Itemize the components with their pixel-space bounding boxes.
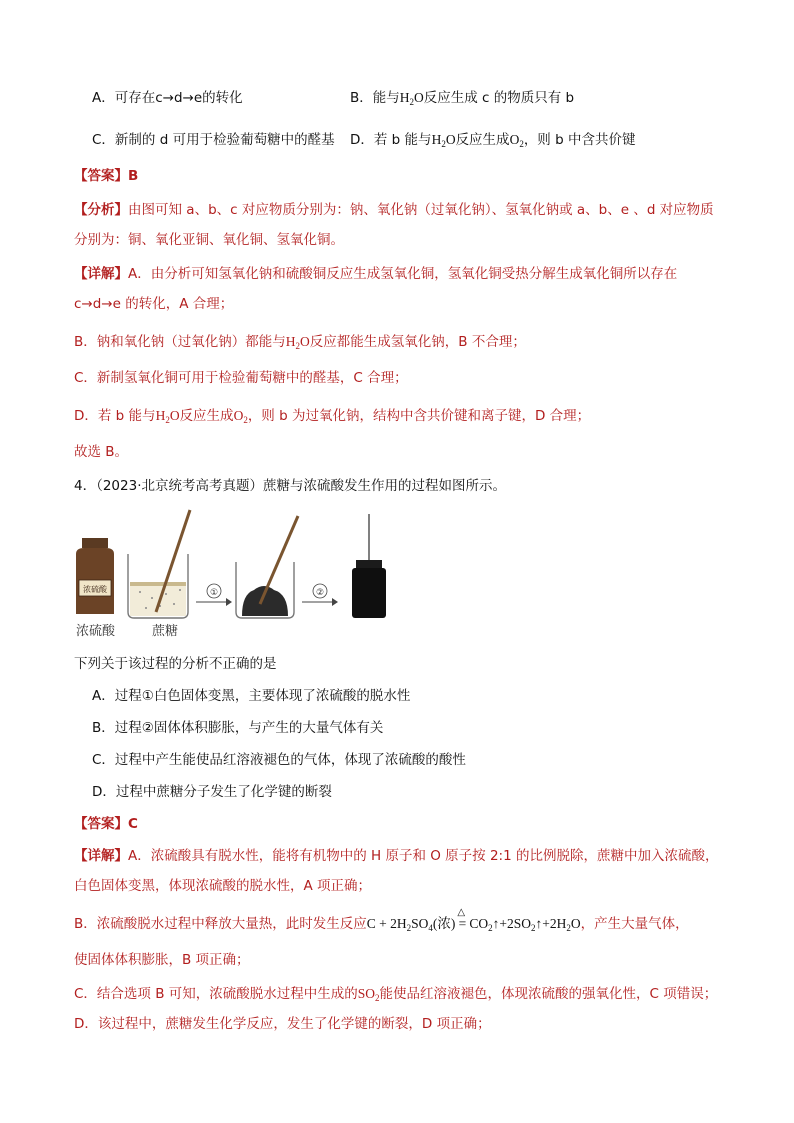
q4-option-a: A．过程①白色固体变黑，主要体现了浓硫酸的脱水性	[92, 688, 411, 704]
q3-detail-d: D．若 b 能与$H_2O$反应生成$O_2$，则 b 为过氧化钠，结构中含共价键和离子键，D 合理；	[74, 408, 591, 425]
h2o-formula: $H_2O$	[155, 408, 180, 425]
q4-detail-d: D．该过程中，蔗糖发生化学反应，发生了化学键的断裂，D 项正确；	[74, 1016, 491, 1032]
q4-detail-b-line1: B．浓硫酸脱水过程中释放大量热，此时发生反应$C + 2H_2SO_4$(浓) = △ $CO_2↑+2SO_2↑+2H_2O$，产生大量气体，	[74, 914, 689, 938]
h2o-formula: $H_2O$	[399, 90, 424, 107]
q4-option-c: C．过程中产生能使品红溶液褪色的气体，体现了浓硫酸的酸性	[92, 752, 466, 768]
q3-analysis-line2: 分别为：铜、氧化亚铜、氧化铜、氢氧化铜。	[74, 232, 344, 248]
q3-option-a: A．可存在c→d→e的转化	[92, 90, 243, 106]
step1-label: ①	[209, 588, 219, 598]
h2o-formula: $H_2O$	[285, 334, 310, 351]
so2-formula: $SO_2$	[357, 986, 380, 1003]
figure-label-sugar: 蔗糖	[152, 623, 179, 638]
q4-detail-b-line2: 使固体体积膨胀，B 项正确；	[74, 952, 250, 968]
q4-detail-c: C．结合选项 B 可知，浓硫酸脱水过程中生成的$SO_2$能使品红溶液褪色，体现浓硫酸的强氧化性，C 项错误；	[74, 986, 718, 1003]
q3-detail-b: B．钠和氧化钠（过氧化钠）都能与$H_2O$反应都能生成氢氧化钠，B 不合理；	[74, 334, 526, 351]
beaker-with-sugar-icon	[128, 510, 190, 618]
expanded-carbon-column-icon	[352, 514, 386, 618]
q3-analysis-line1: 【分析】由图可知 a、b、c 对应物质分别为：钠、氧化钠（过氧化钠）、氢氧化钠或 a、b、e 、d 对应物质	[74, 202, 714, 218]
q3-conclusion: 故选 B。	[74, 444, 129, 460]
q4-answer: 【答案】C	[74, 816, 138, 832]
q4-detail-a-line2: 白色固体变黑，体现浓硫酸的脱水性，A 项正确；	[74, 878, 372, 894]
reaction-equation: $C + 2H_2SO_4$(浓) = △ $CO_2↑+2SO_2↑+2H_2O$	[367, 916, 581, 931]
o2-formula: $O_2$	[509, 132, 524, 149]
q4-stem: 4．（2023·北京统考高考真题）蔗糖与浓硫酸发生作用的过程如图所示。	[74, 478, 506, 494]
step1-arrow-icon	[196, 584, 232, 606]
beaker-with-black-mass-icon	[236, 516, 298, 618]
q3-detail-a-line1: 【详解】A．由分析可知氢氧化钠和硫酸铜反应生成氢氧化铜，氢氧化铜受热分解生成氧化铜所以存在	[74, 266, 678, 282]
acid-bottle-icon	[76, 538, 114, 614]
bottle-label-text: 浓硫酸	[83, 585, 107, 594]
figure-label-acid: 浓硫酸	[76, 623, 116, 638]
q4-option-b: B．过程②固体体积膨胀，与产生的大量气体有关	[92, 720, 384, 736]
heat-symbol: △	[457, 907, 466, 918]
experiment-figure	[70, 508, 400, 644]
h2o-formula: $H_2O$	[431, 132, 456, 149]
q4-option-d: D．过程中蔗糖分子发生了化学键的断裂	[92, 784, 332, 800]
step2-arrow-icon	[302, 584, 338, 606]
q3-detail-a-line2: c→d→e 的转化，A 合理；	[74, 296, 234, 312]
q3-option-d: D．若 b 能与$H_2O$反应生成$O_2$，则 b 中含共价键	[350, 132, 636, 149]
step2-label: ②	[315, 588, 325, 598]
q3-answer: 【答案】B	[74, 168, 139, 184]
q4-prompt: 下列关于该过程的分析不正确的是	[74, 656, 277, 672]
o2-formula: $O_2$	[233, 408, 248, 425]
q3-option-b: B．能与$H_2O$反应生成 c 的物质只有 b	[350, 90, 575, 107]
q3-option-c: C．新制的 d 可用于检验葡萄糖中的醛基	[92, 132, 335, 148]
q4-detail-a-line1: 【详解】A．浓硫酸具有脱水性，能将有机物中的 H 原子和 O 原子按 2:1 的比例脱除，蔗糖中加入浓硫酸，	[74, 848, 719, 864]
q3-detail-c: C．新制氢氧化铜可用于检验葡萄糖中的醛基，C 合理；	[74, 370, 408, 386]
